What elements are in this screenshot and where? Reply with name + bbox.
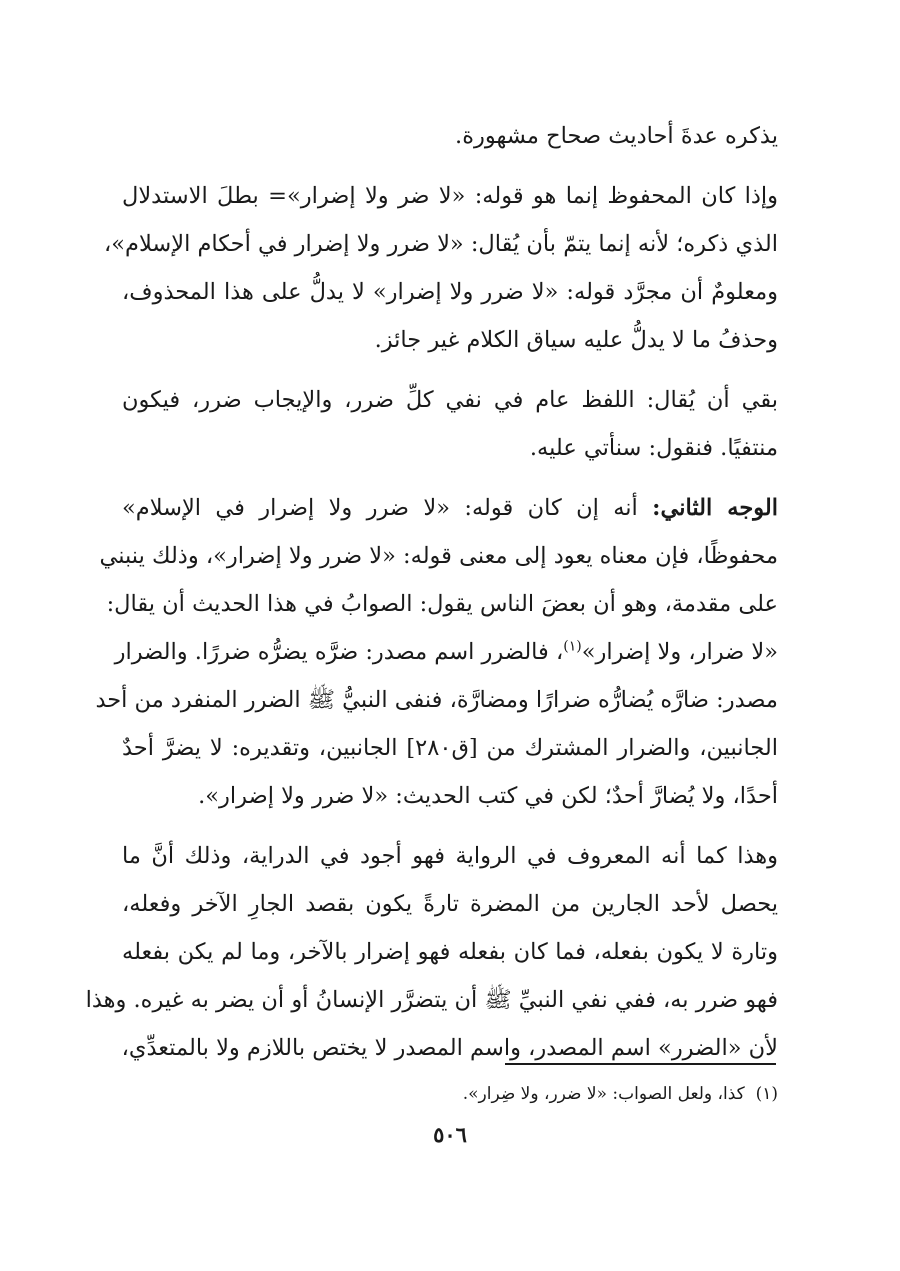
text-line: وتارة لا يكون بفعله، فما كان بفعله فهو إضرار بالآخر، وما لم يكن بفعله — [122, 939, 778, 965]
paragraph-1 — [122, 112, 778, 160]
text-line: بقي أن يُقال: اللفظ عام في نفي كلِّ ضرر، والإيجاب ضرر، فيكون — [122, 387, 778, 413]
text-line: محفوظًا، فإن معناه يعود إلى معنى قوله: «لا ضرر ولا إضرار»، وذلك ينبني — [99, 543, 778, 569]
footnote-reference[interactable]: (١) — [563, 638, 582, 655]
text-run: ، فالضرر اسم مصدر: ضرَّه يضرُّه ضررًا. والضرار — [114, 639, 564, 665]
paragraph-3 — [122, 376, 778, 472]
page-body — [85, 112, 778, 1084]
text-line: يحصل لأحد الجارين من المضرة تارةً يكون بقصد الجارِ الآخر وفعله، — [122, 891, 778, 917]
text-line: الذي ذكره؛ لأنه إنما يتمّ بأن يُقال: «لا ضرر ولا إضرار في أحكام الإسلام»، — [104, 231, 778, 257]
text-line: على مقدمة، وهو أن بعضَ الناس يقول: الصوابُ في هذا الحديث أن يقال: — [106, 591, 778, 617]
text-line — [114, 628, 778, 676]
paragraph-4 — [95, 484, 778, 820]
text-line: يذكره عدةَ أحاديث صحاح مشهورة. — [455, 123, 778, 149]
footnote-marker: (١) — [755, 1084, 778, 1104]
text-line: لأن «الضرر» اسم المصدر، واسم المصدر لا يختص باللازم ولا بالمتعدِّي، — [121, 1035, 778, 1061]
text-line: وإذا كان المحفوظ إنما هو قوله: «لا ضر ولا إضرار»= بطلَ الاستدلال — [122, 183, 778, 209]
text-line: فهو ضرر به، ففي نفي النبيِّ ﷺ أن يتضرَّر الإنسانُ أو أن يضر به غيره. وهذا — [85, 987, 778, 1013]
text-line: وحذفُ ما لا يدلُّ عليه سياق الكلام غير جائز. — [374, 327, 778, 353]
section-lead: الوجه الثاني: — [652, 495, 778, 521]
footnote — [463, 1080, 778, 1108]
paragraph-5 — [85, 832, 778, 1072]
text-line: أحدًا، ولا يُضارَّ أحدٌ؛ لكن في كتب الحديث: «لا ضرر ولا إضرار». — [198, 783, 778, 809]
page-number: ٥٠٦ — [433, 1122, 467, 1147]
text-line: الجانبين، والضرار المشترك من [ق٢٨٠] الجانبين، وتقديره: لا يضرَّ أحدٌ — [122, 735, 778, 761]
text-run: «لا ضرار، ولا إضرار» — [581, 639, 778, 665]
text-line: مصدر: ضارَّه يُضارُّه ضرارًا ومضارَّة، فنفى النبيُّ ﷺ الضرر المنفرد من أحد — [95, 687, 778, 713]
paragraph-2 — [104, 172, 778, 364]
text-line: وهذا كما أنه المعروف في الرواية فهو أجود في الدراية، وذلك أنَّ ما — [122, 843, 778, 869]
text-run: أنه إن كان قوله: «لا ضرر ولا إضرار في الإسلام» — [122, 495, 653, 521]
footnote-separator — [505, 1063, 776, 1065]
text-line: ومعلومٌ أن مجرَّد قوله: «لا ضرر ولا إضرار» لا يدلُّ على هذا المحذوف، — [122, 279, 778, 305]
text-line: منتفيًا. فنقول: سنأتي عليه. — [529, 435, 778, 461]
footnote-text: كذا، ولعل الصواب: «لا ضرر، ولا ضِرار». — [462, 1084, 745, 1104]
text-line — [122, 484, 778, 532]
